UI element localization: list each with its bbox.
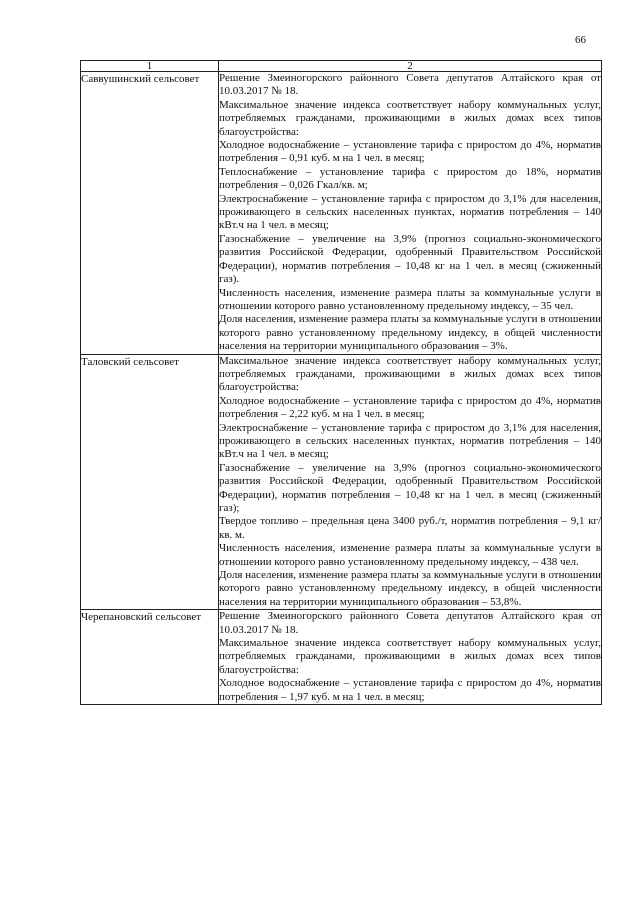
municipality-name: Саввушинский сельсовет <box>81 72 219 355</box>
table-row <box>81 610 602 705</box>
paragraph: Холодное водоснабжение – установление тарифа с приростом до 4%, норматив потребления – 2,22 куб. м на 1 чел. в месяц; <box>219 394 601 421</box>
document-table <box>80 60 602 705</box>
municipality-name: Таловский сельсовет <box>81 354 219 610</box>
paragraph: Максимальное значение индекса соответствует набору коммунальных услуг, потребляемых гражданами, проживающими в жилых домах всех типов благоустройства: <box>219 637 601 676</box>
municipality-details <box>219 72 602 355</box>
paragraph: Численность населения, изменение размера платы за коммунальные услуги в отношении которого равно установленному предельному индексу, – 35 чел. <box>219 286 601 312</box>
table-row <box>81 72 602 355</box>
paragraph: Холодное водоснабжение – установление тарифа с приростом до 4%, норматив потребления – 0,91 куб. м на 1 чел. в месяц; <box>219 139 601 165</box>
table-row <box>81 354 602 610</box>
paragraph: Численность населения, изменение размера платы за коммунальные услуги в отношении которого равно установленному предельному индексу, – 438 чел. <box>219 542 601 568</box>
municipality-details <box>219 354 602 610</box>
paragraph: Максимальное значение индекса соответствует набору коммунальных услуг, потребляемых гражданами, проживающими в жилых домах всех типов благоустройства: <box>219 98 601 138</box>
paragraph: Холодное водоснабжение – установление тарифа с приростом до 4%, норматив потребления – 1,97 куб. м на 1 чел. в месяц; <box>219 677 601 703</box>
page-number: 66 <box>575 34 586 46</box>
paragraph: Газоснабжение – увеличение на 3,9% (прогноз социально-экономического развития Российской Федерации, одобренный Правительством Российской Федерации), норматив потребления – 10,48 кг на 1 чел. в месяц (сжиженный газ); <box>219 461 601 514</box>
paragraph: Решение Змеиногорского районного Совета депутатов Алтайского края от 10.03.2017 № 18. <box>219 72 601 98</box>
municipality-details <box>219 610 602 705</box>
table-header-row <box>81 61 602 72</box>
paragraph: Электроснабжение – установление тарифа с приростом до 3,1% для населения, проживающего в сельских населенных пунктах, норматив потребления – 140 кВт.ч на 1 чел. в месяц; <box>219 192 601 232</box>
paragraph: Теплоснабжение – установление тарифа с приростом до 18%, норматив потребления – 0,026 Гкал/кв. м; <box>219 165 601 192</box>
paragraph: Максимальное значение индекса соответствует набору коммунальных услуг, потребляемых гражданами, проживающими в жилых домах всех типов благоустройства: <box>219 354 601 394</box>
paragraph: Решение Змеиногорского районного Совета депутатов Алтайского края от 10.03.2017 № 18. <box>219 610 601 636</box>
paragraph: Твердое топливо – предельная цена 3400 руб./т, норматив потребления – 9,1 кг/кв. м. <box>219 515 601 541</box>
column-header-1: 1 <box>81 61 219 72</box>
paragraph: Доля населения, изменение размера платы за коммунальные услуги в отношении которого равно установленному предельному индексу, в общей численности населения на территории муниципального образования – 3%. <box>219 313 601 353</box>
municipality-name: Черепановский сельсовет <box>81 610 219 705</box>
paragraph: Доля населения, изменение размера платы за коммунальные услуги в отношении которого равно установленному предельному индексу, в общей численности населения на территории муниципального образования – 53,8%. <box>219 569 601 608</box>
column-header-2: 2 <box>219 61 602 72</box>
paragraph: Газоснабжение – увеличение на 3,9% (прогноз социально-экономического развития Российской Федерации, одобренный Правительством Российской Федерации), норматив потребления – 10,48 кг на 1 чел. в месяц (сжиженный газ). <box>219 232 601 286</box>
paragraph: Электроснабжение – установление тарифа с приростом до 3,1% для населения, проживающего в сельских населенных пунктах, норматив потребления – 140 кВт.ч на 1 чел. в месяц; <box>219 421 601 461</box>
